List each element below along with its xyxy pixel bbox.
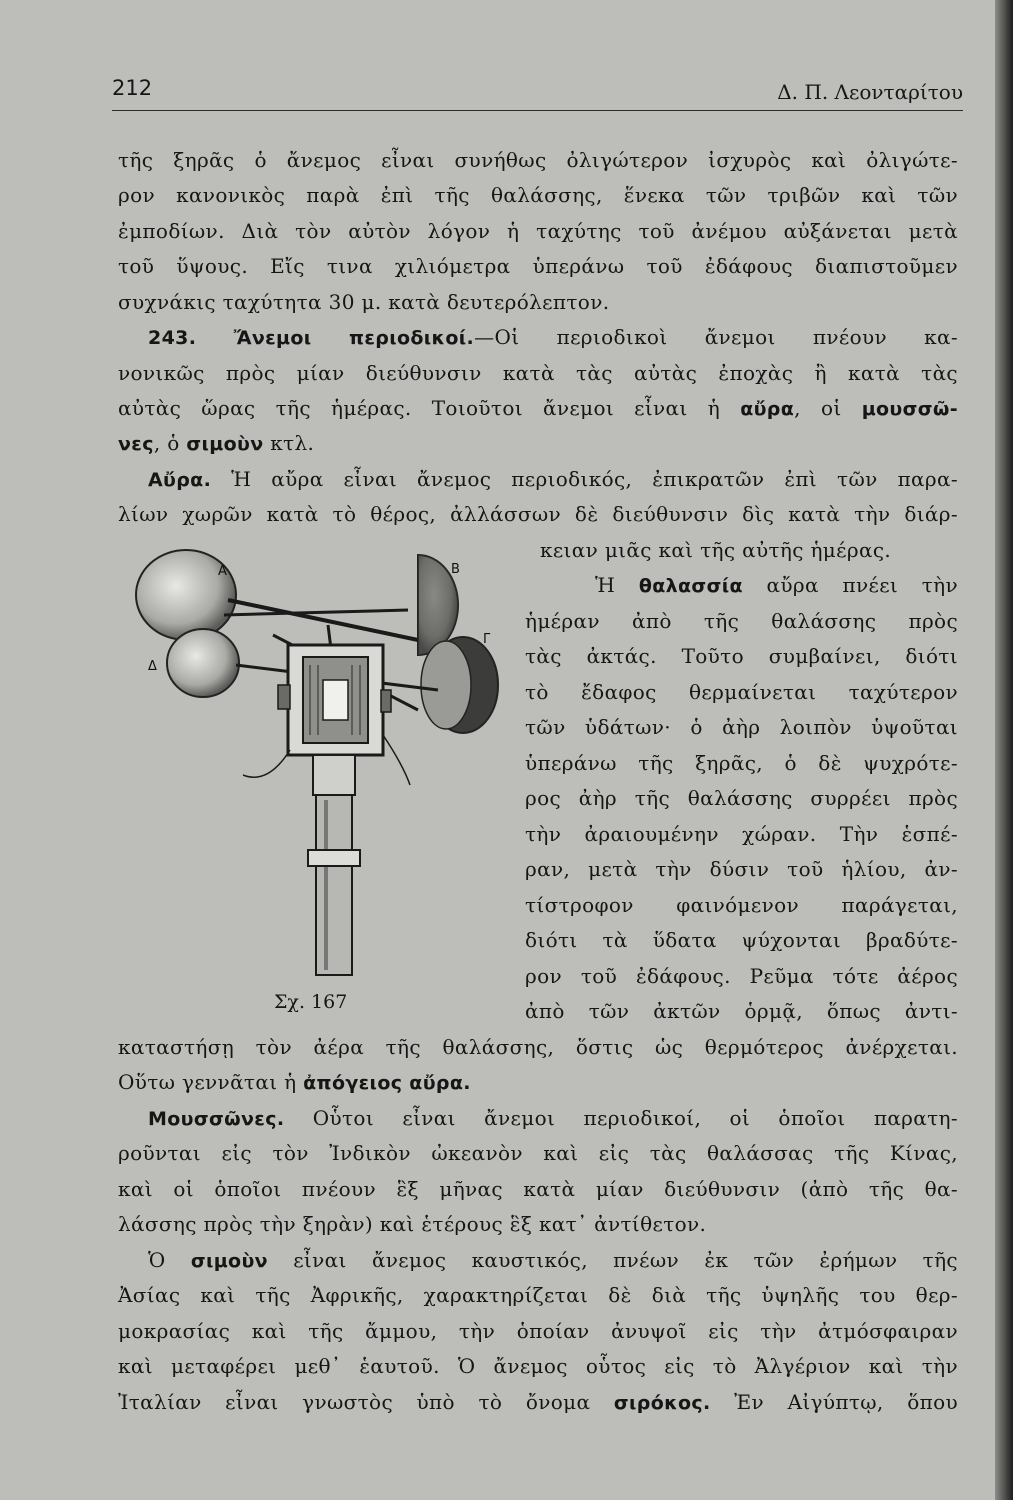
section-243-line-2: νονικῶς πρὸς μίαν διεύθυνσιν κατὰ τὰς αὐτὰς ἐποχὰς ἢ κατὰ τὰς [118, 361, 958, 385]
header-rule [112, 110, 963, 111]
monsoons-line-2: ροῦνται εἰς τὸν Ἰνδικὸν ὠκεανὸν καὶ εἰς τὰς θαλάσσας τῆς Κίνας, [118, 1141, 958, 1165]
monsoons-heading: Μουσσῶνες. [148, 1108, 285, 1130]
label-g: Γ [483, 632, 491, 647]
figure-caption: Σχ. 167 [274, 991, 348, 1013]
avra-line-2: λίων χωρῶν κατὰ τὸ θέρος, ἀλλάσσων δὲ διεύθυνσιν δὶς κατὰ τὴν διάρ- [118, 502, 958, 526]
sea-breeze-col-line: τὴν ἀραιουμένην χώραν. Τὴν ἑσπέ- [525, 822, 958, 846]
avra-heading: Αὔρα. [148, 469, 212, 491]
avra-line-1: Αὔρα. Ἡ αὔρα εἶναι ἄνεμος περιοδικός, ἐπικρατῶν ἐπὶ τῶν παρα- [148, 467, 958, 491]
sea-breeze-col-line: ραν, μετὰ τὴν δύσιν τοῦ ἡλίου, ἀν- [525, 857, 958, 881]
para1-line-5: συχνάκις ταχύτητα 30 μ. κατὰ δευτερόλεπτον. [118, 290, 610, 314]
simoom-line-2: Ἀσίας καὶ τῆς Ἀφρικῆς, χαρακτηρίζεται δὲ διὰ τῆς ὑψηλῆς του θερ- [118, 1283, 958, 1307]
cup-d-icon [167, 629, 239, 697]
section-243-line-1: 243. Ἄνεμοι περιοδικοί.—Οἱ περιοδικοὶ ἄνεμοι πνέουν κα- [148, 325, 958, 349]
monsoons-line-4: λάσσης πρὸς τὴν ξηρὰν) καὶ ἑτέρους ἓξ κατ᾽ ἀντίθετον. [118, 1212, 707, 1236]
anemometer-figure [118, 545, 518, 985]
sea-breeze-col-line: τίστροφον φαινόμενον παράγεται, [525, 893, 958, 917]
sea-breeze-full-line-2: Οὕτω γεννᾶται ἡ ἀπόγειος αὔρα. [118, 1070, 471, 1094]
simoom-line-1: Ὁ σιμοὺν εἶναι ἄνεμος καυστικός, πνέων ἐκ τῶν ἐρήμων τῆς [148, 1248, 958, 1272]
para1-line-3: ἐμποδίων. Διὰ τὸν αὐτὸν λόγον ἡ ταχύτης τοῦ ἀνέμου αὐξάνεται μετὰ [118, 219, 958, 243]
sea-breeze-full-line-1: καταστήσῃ τὸν ἀέρα τῆς θαλάσσης, ὅστις ὡς θερμότερος ἀνέρχεται. [118, 1035, 958, 1059]
sea-breeze-col-line: ρος ἀὴρ τῆς θαλάσσης συρρέει πρὸς [525, 786, 958, 810]
sea-breeze-col-line: τὰς ἀκτάς. Τοῦτο συμβαίνει, διότι [525, 644, 958, 668]
monsoons-line-1: Μουσσῶνες. Οὗτοι εἶναι ἄνεμοι περιοδικοί, οἱ ὁποῖοι παρατη- [148, 1106, 958, 1130]
section-243-line-4: νες, ὁ σιμοὺν κτλ. [118, 431, 315, 455]
sea-breeze-col-line: ρον τοῦ ἐδάφους. Ρεῦμα τότε ἀέρος [525, 964, 958, 988]
sea-breeze-col-line: τῶν ὑδάτων· ὁ ἀὴρ λοιπὸν ὑψοῦται [525, 715, 958, 739]
monsoons-line-3: καὶ οἱ ὁποῖοι πνέουν ἓξ μῆνας κατὰ μίαν διεύθυνσιν (ἀπὸ τῆς θα- [118, 1177, 958, 1201]
label-a: Α [218, 564, 227, 579]
sea-breeze-col-line: ἡμέραν ἀπὸ τῆς θαλάσσης πρὸς [525, 609, 958, 633]
section-243-line-3: αὐτὰς ὥρας τῆς ἡμέρας. Τοιοῦτοι ἄνεμοι εἶναι ἡ αὔρα, οἱ μουσσῶ- [118, 396, 958, 420]
label-b: Β [451, 562, 460, 577]
sea-breeze-col-line: ὑπεράνω τῆς ξηρᾶς, ὁ δὲ ψυχρότε- [525, 751, 958, 775]
sea-breeze-line-1: Ἡ θαλασσία αὔρα πνέει τὴν [595, 573, 958, 597]
para1-line-1: τῆς ξηρᾶς ὁ ἄνεμος εἶναι συνήθως ὀλιγώτερον ἰσχυρὸς καὶ ὀλιγώτε- [118, 148, 958, 172]
sea-breeze-col-line: ἀπὸ τῶν ἀκτῶν ὁρμᾷ, ὅπως ἀντι- [525, 999, 958, 1023]
sea-breeze-col-line: τὸ ἔδαφος θερμαίνεται ταχύτερον [525, 680, 958, 704]
page-edge-shadow [995, 0, 1013, 1500]
section-243-heading: 243. Ἄνεμοι περιοδικοί. [148, 327, 475, 349]
para1-line-4: τοῦ ὕψους. Εἴς τινα χιλιόμετρα ὑπεράνω τοῦ ἐδάφους διαπιστοῦμεν [118, 254, 958, 278]
simoom-line-3: μοκρασίας καὶ τῆς ἄμμου, τὴν ὁποίαν ἀνυψοῖ εἰς τὴν ἀτμόσφαιραν [118, 1319, 958, 1343]
sea-breeze-col-line: διότι τὰ ὕδατα ψύχονται βραδύτε- [525, 928, 958, 952]
label-d: Δ [148, 659, 157, 674]
simoom-line-5: Ἰταλίαν εἶναι γνωστὸς ὑπὸ τὸ ὄνομα σιρόκος. Ἐν Αἰγύπτῳ, ὅπου [118, 1390, 958, 1414]
simoom-line-4: καὶ μεταφέρει μεθ᾽ ἑαυτοῦ. Ὁ ἄνεμος οὗτος εἰς τὸ Ἀλγέριον καὶ τὴν [118, 1354, 958, 1378]
page-number: 212 [112, 76, 153, 100]
para1-line-2: ρον κανονικὸς παρὰ ἐπὶ τῆς θαλάσσης, ἕνεκα τῶν τριβῶν καὶ τῶν [118, 183, 958, 207]
running-head: Δ. Π. Λεονταρίτου [777, 80, 963, 104]
avra-line-3: κειαν μιᾶς καὶ τῆς αὐτῆς ἡμέρας. [540, 538, 892, 562]
